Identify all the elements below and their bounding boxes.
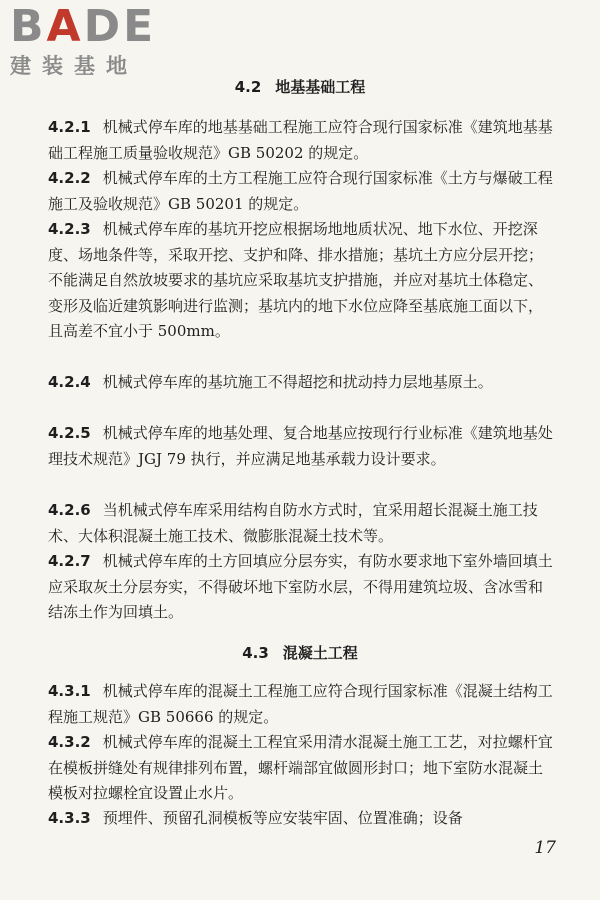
section-title: 4.2 地基基础工程 — [234, 78, 366, 96]
clause: 4.3.1 机械式停车库的混凝土工程施工应符合现行国家标准《混凝土结构工程施工规范》GB 50666 的规定。 — [48, 682, 553, 726]
clause: 4.2.2 机械式停车库的土方工程施工应符合现行国家标准《土方与爆破工程施工及验收规范》GB 50201 的规定。 — [48, 169, 553, 213]
page-number: 17 — [534, 838, 556, 858]
clause: 4.2.3 机械式停车库的基坑开挖应根据场地地质状况、地下水位、开挖深度、场地条件等，采取开挖、支护和降、排水措施；基坑土方应分层开挖；不能满足自然放坡要求的基坑应采取基坑支护措施，并应对基坑土体稳定、变形及临近建筑影响进行监测；基坑内的地下水位应降至基底施工面以下，且高差不宜小于 500mm。 — [48, 220, 544, 341]
clause: 4.3.3 预埋件、预留孔洞模板等应安装牢固、位置准确；设备 — [48, 809, 463, 827]
clause: 4.3.2 机械式停车库的混凝土工程宜采用清水混凝土施工工艺，对拉螺杆宜在模板拼缝处有规律排列布置，螺杆端部宜做圆形封口；地下室防水混凝土模板对拉螺栓宜设置止水片。 — [48, 733, 553, 803]
clause: 4.2.5 机械式停车库的地基处理、复合地基应按现行行业标准《建筑地基处理技术规范》JGJ 79 执行，并应满足地基承载力设计要求。 — [48, 424, 553, 468]
clause: 4.2.7 机械式停车库的土方回填应分层夯实，有防水要求地下室外墙回填土应采取灰土分层夯实，不得破坏地下室防水层，不得用建筑垃圾、含冰雪和结冻土作为回填土。 — [48, 552, 553, 622]
logo-subtitle: 建装基地 — [10, 54, 138, 78]
logo-wordmark: BADE — [10, 1, 157, 52]
section-title: 4.3 混凝土工程 — [242, 644, 358, 662]
clause: 4.2.4 机械式停车库的基坑施工不得超挖和扰动持力层地基原土。 — [48, 373, 493, 391]
clause: 4.2.6 当机械式停车库采用结构自防水方式时，宜采用超长混凝土施工技术、大体积混凝土施工技术、微膨胀混凝土技术等。 — [48, 501, 538, 545]
clause: 4.2.1 机械式停车库的地基基础工程施工应符合现行国家标准《建筑地基基础工程施工质量验收规范》GB 50202 的规定。 — [48, 118, 553, 162]
bade-logo — [10, 1, 175, 78]
